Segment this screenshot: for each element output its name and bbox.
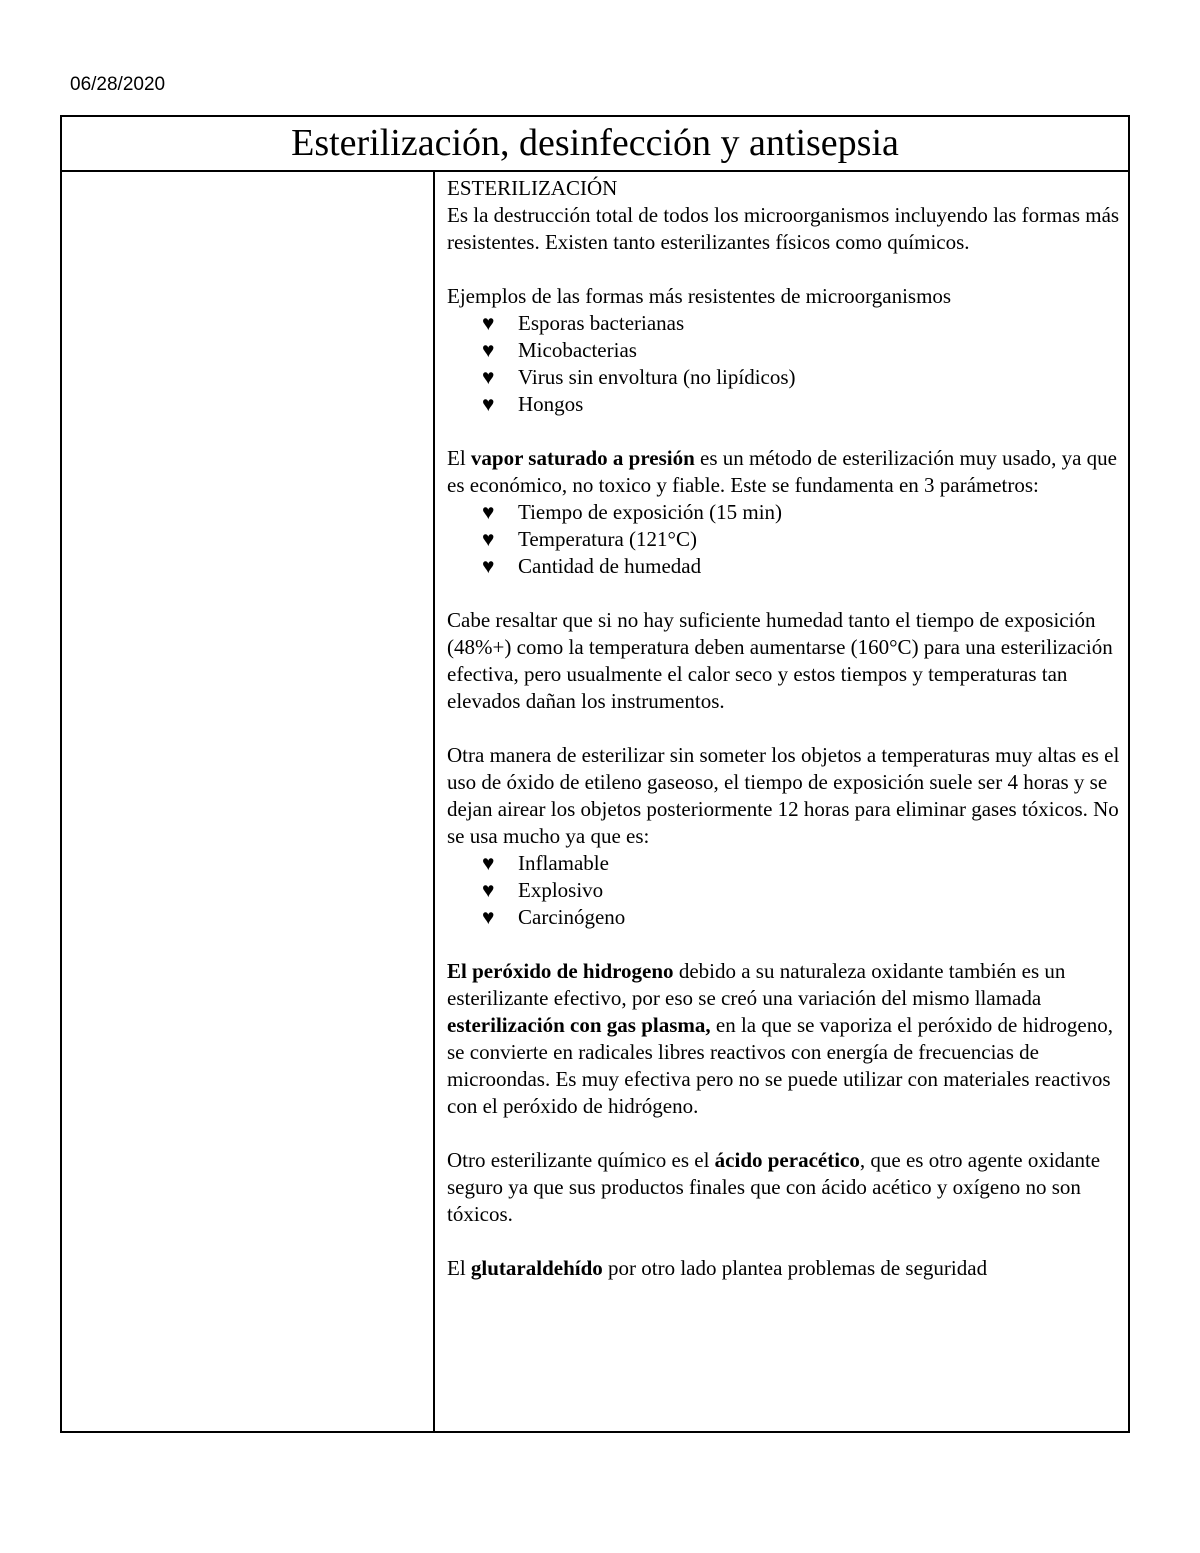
heart-icon: ♥ [482, 338, 495, 362]
ethylene-paragraph: Otra manera de esterilizar sin someter los objetos a temperaturas muy altas es el uso de óxido de etileno gaseoso, el tiempo de exposición suele ser 4 horas y se dejan airear los objetos posteriormente 12 horas para eliminar gases tóxicos. No se usa mucho ya que es: [447, 743, 1120, 848]
heart-icon: ♥ [482, 527, 495, 551]
list-item: ♥ Esporas bacterianas [482, 311, 685, 335]
heart-icon: ♥ [482, 365, 495, 389]
heart-icon: ♥ [482, 851, 495, 875]
parameters-list [447, 499, 1122, 580]
list-item: ♥ Explosivo [482, 878, 604, 902]
peracetic-paragraph: Otro esterilizante químico es el ácido peracético, que es otro agente oxidante seguro ya que sus productos finales que con ácido acético y oxígeno no son tóxicos. [447, 1148, 1101, 1226]
heart-icon: ♥ [482, 878, 495, 902]
list-item: ♥ Carcinógeno [482, 905, 626, 929]
cue-column [62, 172, 435, 1431]
section-heading: ESTERILIZACIÓN [447, 176, 618, 200]
list-item: ♥ Virus sin envoltura (no lipídicos) [482, 365, 796, 389]
examples-list [447, 310, 1122, 418]
heart-icon: ♥ [482, 392, 495, 416]
list-item: ♥ Micobacterias [482, 338, 637, 362]
humidity-paragraph: Cabe resaltar que si no hay suficiente humedad tanto el tiempo de exposición (48%+) como la temperatura deben aumentarse (160°C) para una esterilización efectiva, pero usualmente el calor seco y estos tiempos y temperaturas tan elevados dañan los instrumentos. [447, 608, 1113, 713]
examples-heading: Ejemplos de las formas más resistentes de microorganismos [447, 284, 952, 308]
list-item: ♥ Cantidad de humedad [482, 554, 702, 578]
heart-icon: ♥ [482, 905, 495, 929]
peroxide-paragraph: El peróxido de hidrogeno debido a su naturaleza oxidante también es un esterilizante efectivo, por eso se creó una variación del mismo llamada esterilización con gas plasma, en la que se vaporiza el peróxido de hidrogeno, se convierte en radicales libres reactivos con energía de frecuencias de microondas. Es muy efectiva pero no se puede utilizar con materiales reactivos con el peróxido de hidrógeno. [447, 959, 1113, 1118]
page-title: Esterilización, desinfección y antisepsia [62, 117, 1128, 172]
list-item: ♥ Inflamable [482, 851, 609, 875]
heart-icon: ♥ [482, 500, 495, 524]
document-date: 06/28/2020 [70, 74, 166, 95]
heart-icon: ♥ [482, 554, 495, 578]
glutaraldehyde-paragraph: El glutaraldehído por otro lado plantea problemas de seguridad [447, 1256, 988, 1280]
list-item: ♥ Tiempo de exposición (15 min) [482, 500, 783, 524]
notes-table [60, 115, 1130, 1433]
list-item: ♥ Hongos [482, 392, 584, 416]
list-item: ♥ Temperatura (121°C) [482, 527, 697, 551]
notes-column [447, 175, 1122, 1282]
intro-paragraph: Es la destrucción total de todos los microorganismos incluyendo las formas más resistentes. Existen tanto esterilizantes físicos como químicos. [447, 203, 1120, 254]
ethylene-risks-list [447, 850, 1122, 931]
vapor-paragraph: El vapor saturado a presión es un método de esterilización muy usado, ya que es económico, no toxico y fiable. Este se fundamenta en 3 parámetros: [447, 446, 1117, 497]
heart-icon: ♥ [482, 311, 495, 335]
